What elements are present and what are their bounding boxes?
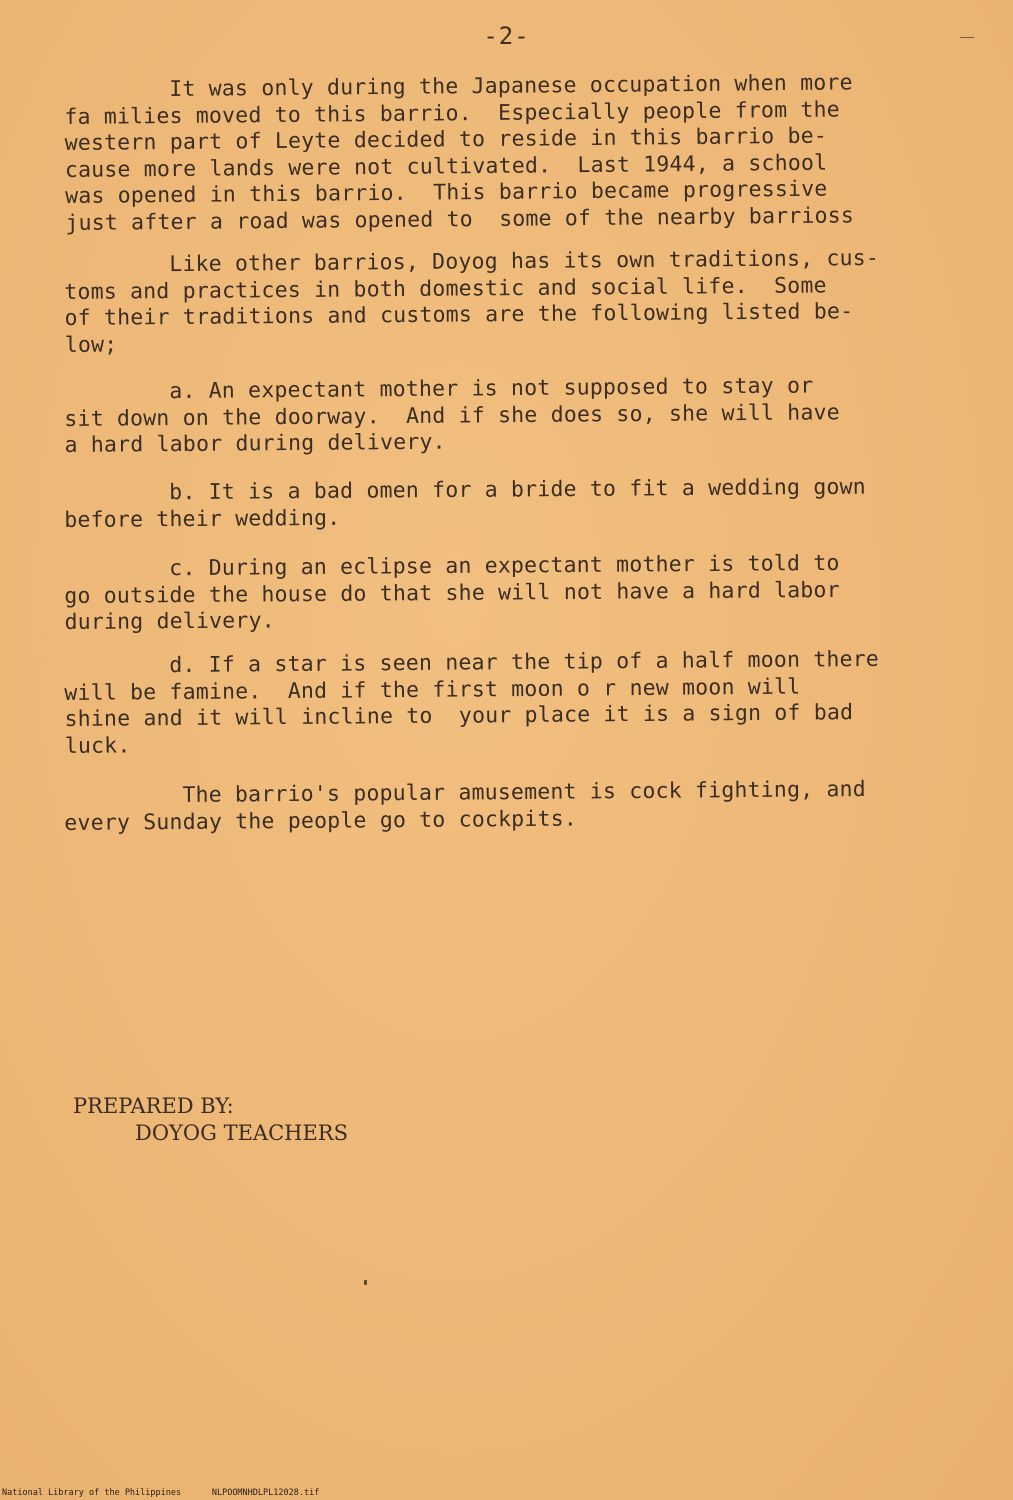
footer-library: National Library of the Philippines [2, 1488, 182, 1498]
prepared-by-name: DOYOG TEACHERS [135, 1121, 348, 1145]
paragraph-traditions-intro [64, 245, 970, 359]
tradition-item-c: c. During an eclipse an expectant mother is told to go outside the house do that she will not have a hard labor during delivery. [64, 550, 840, 635]
paragraph-traditions-intro-text: Like other barrios, Doyog has its own traditions, cus- toms and practices in both domestic and social life. Some of their traditions and customs are the following listed be- low; [64, 245, 880, 358]
footer-filename: NLPOOMNHDLPL12028.tif [211, 1488, 320, 1498]
page-number: -2- [483, 22, 530, 50]
tradition-item-a: a. An expectant mother is not supposed to stay or sit down on the doorway. And if she does so, she will have a hard labor during delivery. [64, 373, 840, 458]
prepared-by-block [73, 1093, 348, 1147]
prepared-by-label: PREPARED BY: [73, 1094, 234, 1118]
tradition-item-b: b. It is a bad omen for a bride to fit a wedding gown before their wedding. [64, 474, 866, 533]
paragraph-amusement: The barrio's popular amusement is cock fighting, and every Sunday the people go to cockpits. [64, 777, 866, 836]
paragraph-history: It was only during the Japanese occupation when more fa milies moved to this barrio. Especially people from the western part of Leyte decided to reside in this barrio be- cause more lands were not cultivated. Last 1944, a school was opened in this barrio. This barrio became progressive just after a road was opened to some of the nearby barrioss [64, 70, 855, 236]
ink-speck [364, 1280, 367, 1285]
tradition-item-d: d. If a star is seen near the tip of a half moon there will be famine. And if the first moon o r new moon will shine and it will incline to your place it is a sign of bad luck. [64, 646, 880, 759]
scan-footer [2, 1488, 319, 1498]
